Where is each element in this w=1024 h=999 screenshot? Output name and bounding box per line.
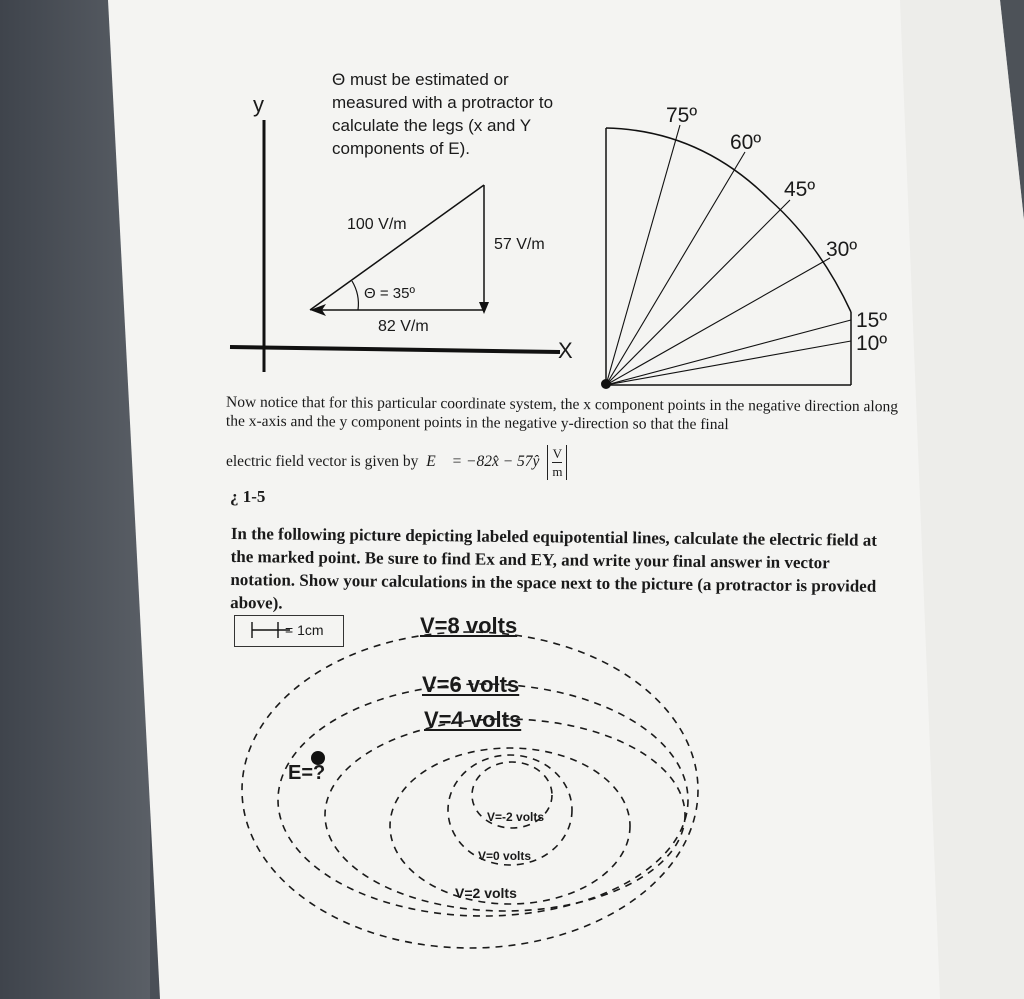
- label-8V: V=8 volts: [420, 613, 518, 638]
- protractor-label-10: 10º: [856, 332, 888, 355]
- question-number: ¿ 1-5: [230, 487, 266, 506]
- label-neg2V: V=-2 volts: [487, 810, 545, 824]
- angle-label: Θ = 35º: [364, 285, 415, 302]
- scale-label: = 1cm: [285, 622, 324, 638]
- field-expression: E⃗ = −82x̂ − 57ŷ: [426, 453, 540, 471]
- scale-box: [234, 615, 344, 647]
- label-4V: V=4 volts: [424, 707, 522, 732]
- field-unit-numerator: V: [552, 446, 563, 461]
- horizontal-leg-label: 82 V/m: [378, 318, 429, 335]
- hypotenuse-label: 100 V/m: [347, 216, 407, 233]
- field-unit: [547, 445, 567, 480]
- protractor-label-30: 30º: [826, 238, 858, 261]
- vertical-leg-label: 57 V/m: [494, 236, 545, 253]
- explanation-text: Now notice that for this particular coordinate system, the x component points in the negative direction along the x-axis and the y component points in the negative y-direction so that the final: [225, 393, 899, 434]
- protractor-label-60: 60º: [730, 131, 762, 154]
- field-prefix: electric field vector is given by: [226, 453, 419, 471]
- protractor-center-dot: [601, 379, 611, 389]
- field-vector-line: [226, 445, 567, 480]
- label-2V: V=2 volts: [455, 885, 517, 901]
- label-0V: V=0 volts: [478, 849, 532, 863]
- protractor-label-15: 15º: [856, 309, 888, 332]
- field-unit-denominator: m: [552, 464, 563, 479]
- y-axis-label: y: [253, 92, 264, 117]
- protractor-label-75: 75º: [666, 104, 698, 127]
- label-6V: V=6 volts: [422, 672, 520, 697]
- protractor-label-45: 45º: [784, 178, 816, 201]
- marked-point-label: E=?: [288, 762, 326, 784]
- question-text: In the following picture depicting labeled equipotential lines, calculate the electric field at the marked point. Be sure to find Ex and EY, and write your final answer in vector notation. Show your calculations in the space next to the picture (a protractor is provided above).: [230, 523, 878, 613]
- x-axis-label: X: [558, 338, 573, 363]
- protractor-note: Θ must be estimated or measured with a protractor to calculate the legs (x and Y components of E).: [332, 70, 554, 158]
